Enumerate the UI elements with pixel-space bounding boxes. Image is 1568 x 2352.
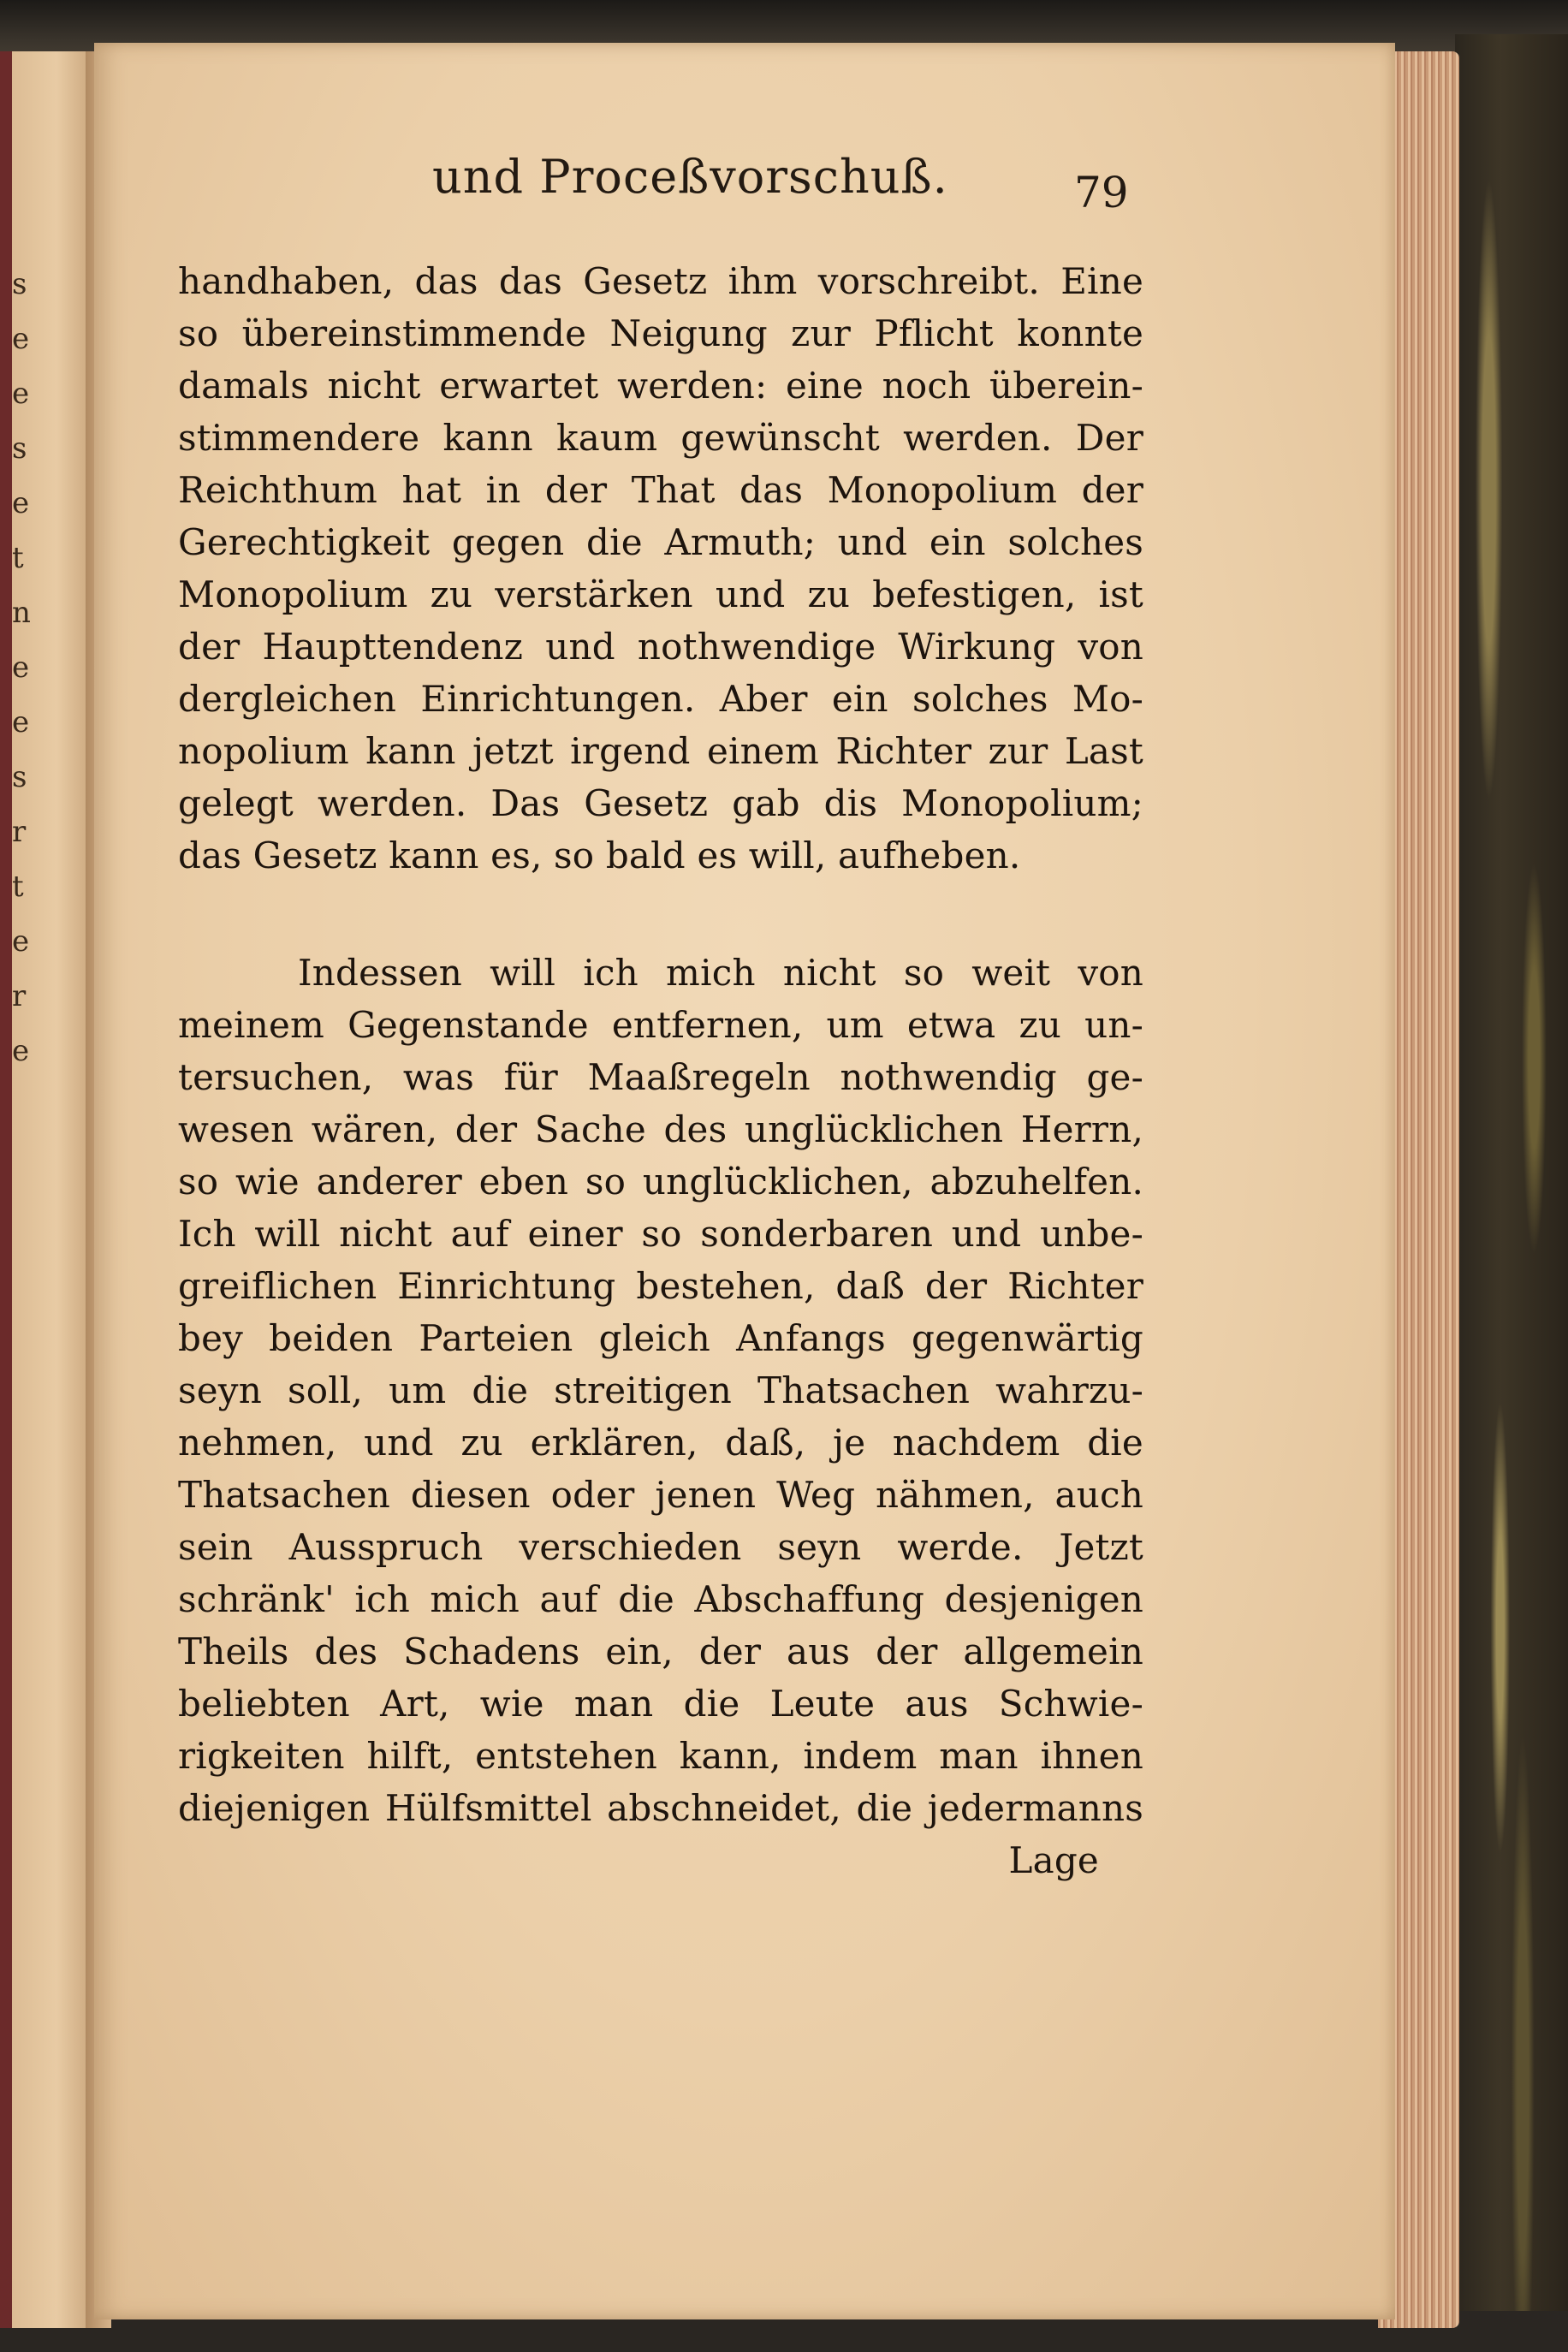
catchword: Lage <box>1008 1839 1099 1881</box>
left-fragment-letter: e <box>12 322 30 356</box>
left-fragment-letter: e <box>12 924 30 959</box>
paragraph-2 <box>178 947 1143 1834</box>
text-line: nehmen, und zu erklären, daß, je nachdem die <box>178 1422 1143 1464</box>
text-line: gelegt werden. Das Gesetz gab dis Monopolium; <box>178 782 1143 824</box>
text-line: das Gesetz kann es, so bald es will, aufheben. <box>178 834 1021 876</box>
left-fragment-letter: e <box>12 486 30 520</box>
text-line: diejenigen Hülfsmittel abschneidet, die jedermanns <box>178 1787 1143 1829</box>
left-fragment-letter: e <box>12 377 30 411</box>
left-page-text-fragments <box>12 257 29 1078</box>
text-line: Reichthum hat in der That das Monopolium der <box>178 469 1143 511</box>
left-fragment-letter: e <box>12 705 30 739</box>
text-line: Monopolium zu verstärken und zu befestigen, ist <box>178 573 1143 615</box>
left-fragment-letter: s <box>12 760 27 794</box>
left-fragment-letter: t <box>12 541 24 575</box>
left-fragment-letter: e <box>12 1034 30 1068</box>
text-line: sein Ausspruch verschieden seyn werde. Jetzt <box>178 1526 1143 1568</box>
text-line: handhaben, das das Gesetz ihm vorschreibt. Eine <box>178 260 1143 302</box>
text-line: Indessen will ich mich nicht so weit von <box>298 952 1143 994</box>
left-cover-edge <box>0 51 12 2328</box>
text-line: so übereinstimmende Neigung zur Pflicht konnte <box>178 312 1143 354</box>
text-line: rigkeiten hilft, entstehen kann, indem man ihnen <box>178 1735 1143 1777</box>
text-line: greiflichen Einrichtung bestehen, daß der Richter <box>178 1265 1143 1307</box>
text-line: schränk' ich mich auf die Abschaffung desjenigen <box>178 1578 1143 1620</box>
left-fragment-letter: n <box>12 596 31 630</box>
text-line: tersuchen, was für Maaßregeln nothwendig ge- <box>178 1056 1143 1098</box>
text-line: so wie anderer eben so unglücklichen, abzuhelfen. <box>178 1161 1143 1203</box>
text-line: stimmendere kann kaum gewünscht werden. Der <box>178 417 1143 459</box>
text-line: der Haupttendenz und nothwendige Wirkung von <box>178 626 1143 668</box>
text-line: Gerechtigkeit gegen die Armuth; und ein solches <box>178 521 1143 563</box>
body-text <box>178 255 1143 1886</box>
paragraph-1 <box>178 255 1143 882</box>
text-line: seyn soll, um die streitigen Thatsachen wahrzu- <box>178 1369 1143 1411</box>
page-number: 79 <box>1074 168 1129 217</box>
text-line: Thatsachen diesen oder jenen Weg nähmen, auch <box>178 1474 1143 1516</box>
text-line: bey beiden Parteien gleich Anfangs gegenwärtig <box>178 1317 1143 1359</box>
marbled-cover <box>1455 34 1568 2311</box>
text-line: Ich will nicht auf einer so sonderbaren und unbe- <box>178 1213 1143 1255</box>
left-fragment-letter: t <box>12 870 24 904</box>
left-fragment-letter: s <box>12 267 27 301</box>
left-fragment-letter: r <box>12 815 27 849</box>
left-fragment-letter: r <box>12 979 27 1013</box>
text-line: beliebten Art, wie man die Leute aus Schwie- <box>178 1683 1143 1725</box>
running-header: und Proceßvorschuß. <box>432 150 948 204</box>
text-line: wesen wären, der Sache des unglücklichen Herrn, <box>178 1108 1143 1150</box>
text-line: damals nicht erwartet werden: eine noch überein- <box>178 365 1143 407</box>
text-line: dergleichen Einrichtungen. Aber ein solches Mo- <box>178 678 1143 720</box>
text-line: meinem Gegenstande entfernen, um etwa zu un- <box>178 1004 1143 1046</box>
text-line: Theils des Schadens ein, der aus der allgemein <box>178 1630 1143 1672</box>
left-fragment-letter: s <box>12 431 27 466</box>
left-fragment-letter: e <box>12 650 30 685</box>
text-line: nopolium kann jetzt irgend einem Richter zur Last <box>178 730 1143 772</box>
